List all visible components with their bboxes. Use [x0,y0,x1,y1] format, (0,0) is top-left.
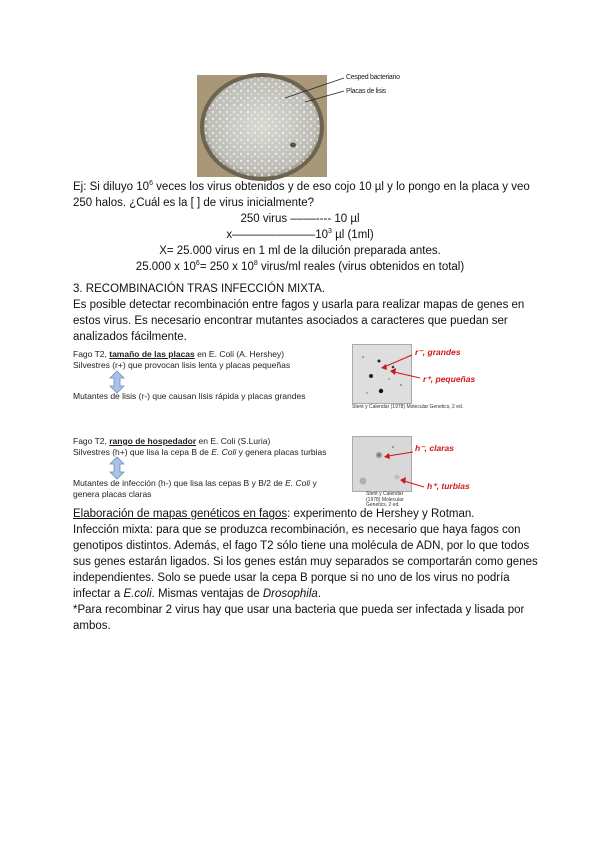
calc-line-2: $x-------------10^3$ µl (1ml) [226,228,374,241]
fig2-mutant-text-line-1: Mutantes de infección (h-) que lisa las cepas B y B/2 de E. Coli y [73,478,317,488]
maps-line-1: Infección mixta: para que se produzca recombinación, es necesario que haya fagos con [73,524,521,536]
fig1-caption: Stent y Calendar (1978) Molecular Genetics, 2 ed. [352,404,464,410]
fig1-title: Fago T2, tamaño de las placas en E. Coli (A. Hershey) [73,349,285,359]
fig2-label-h-minus: h⁻, claras [415,443,454,453]
maps-line-4: independientes. Solo se puede usar la cepa B porque si no uno de los virus no podría [73,572,510,584]
fig2-label-h-plus: h⁺, turbias [427,481,470,491]
label-placas-lisis: Placas de lisis [346,88,386,95]
fig1-label-r-minus: r⁻, grandes [415,347,461,357]
maps-line-5: infectar a E.coli. Mismas ventajas de Drosophila. [73,588,322,600]
label-cesped-bacteriano: Cesped bacteriano [346,74,400,81]
section-paragraph-line-1: Es posible detectar recombinación entre fagos y usarla para realizar mapas de genes en [73,299,525,311]
example-line-2: 250 halos. ¿Cuál es la [ ] de virus inicialmente? [73,197,314,209]
calc-line-1: 250 virus ––––---- 10 µl [240,213,360,225]
example-line-1: Ej: Si diluyo $10^6$ veces los virus obtenidos y de eso cojo 10 µl y lo pongo en la placa y veo [73,180,530,193]
fig1-mutant-text: Mutantes de lisis (r-) que causan lisis rápida y placas grandes [73,391,306,401]
fig2-wild-text: Silvestres (h+) que lisa la cepa B de E. Coli y genera placas turbias [73,447,327,457]
maps-title: Elaboración de mapas genéticos en fagos: experimento de Hershey y Rotman. [73,508,475,520]
section-paragraph-line-3: analizados fácilmente. [73,331,187,343]
fig2-title: Fago T2, rango de hospedador en E. Coli (S.Luria) [73,436,271,446]
maps-line-6: *Para recombinar 2 virus hay que usar una bacteria que pueda ser infectada y lisada por [73,604,525,616]
maps-line-3: sus genes estarán ligados. Si los genes están muy separados se comportarán como genes [73,556,538,568]
fig2-mutant-text-line-2: genera placas claras [73,489,152,499]
calc-line-3: X= 25.000 virus en 1 ml de la dilución preparada antes. [159,245,441,257]
fig2-caption: Stent y Calendar (1978) Molecular Genetics, 2 ed. [366,491,404,508]
calc-line-4: 25.000 x $10^6= 250$ x $10^8$ virus/ml reales (virus obtenidos en total) [135,260,465,273]
section-paragraph-line-2: estos virus. Es necesario encontrar mutantes asociados a caracteres que puedan ser [73,315,508,327]
maps-line-7: ambos. [73,620,111,632]
fig1-label-r-plus: r⁺, pequeñas [423,374,476,384]
section-heading: 3. RECOMBINACIÓN TRAS INFECCIÓN MIXTA. [73,283,325,295]
fig1-wild-text: Silvestres (r+) que provocan lisis lenta y placas pequeñas [73,360,291,370]
maps-line-2: genotipos distintos. Además, el fago T2 sólo tiene una molécula de ADN, por lo que todos [73,540,530,552]
